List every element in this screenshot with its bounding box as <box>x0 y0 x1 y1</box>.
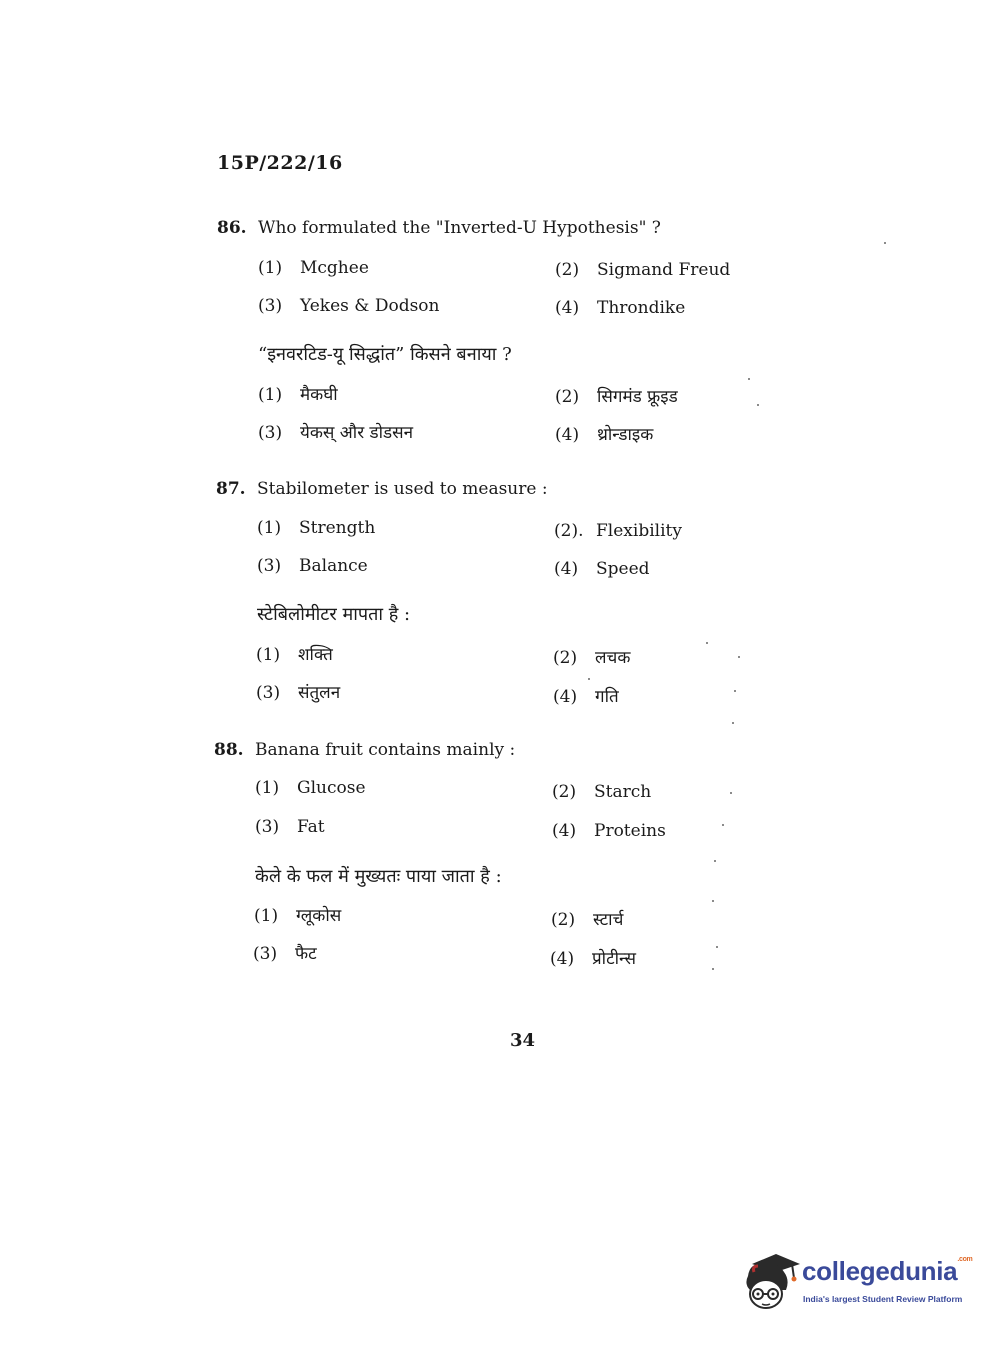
option-text: फैट <box>295 944 317 964</box>
logo-wordmark: collegedunia$^{.com}$ <box>802 1256 973 1286</box>
option-text: Proteins <box>594 821 666 841</box>
option-number: (2) <box>553 648 578 668</box>
option-text: Fat <box>297 817 325 837</box>
option-text: Yekes & Dodson <box>300 296 440 316</box>
option-2-hindi <box>555 384 678 407</box>
question-text-hindi: केले के फल में मुख्यतः पाया जाता है : <box>255 866 502 887</box>
option-text: लचक <box>595 648 631 668</box>
option-number: (2). <box>554 521 584 541</box>
option-text: Starch <box>594 782 652 802</box>
option-text: स्टार्च <box>593 910 624 930</box>
option-number: (3) <box>258 423 283 443</box>
option-1 <box>258 258 369 278</box>
option-2 <box>552 782 651 802</box>
option-number: (2) <box>555 260 580 280</box>
option-4-hindi <box>553 684 619 707</box>
logo-tagline: India's largest Student Review Platform <box>803 1294 963 1304</box>
option-number: (1) <box>256 645 281 665</box>
question-number: 87. <box>216 479 246 499</box>
option-1-hindi <box>254 903 341 926</box>
question-text-hindi: “इनवरटिड-यू सिद्धांत” किसने बनाया ? <box>258 344 512 365</box>
option-text: प्रोटीन्स <box>592 949 637 969</box>
option-number: (4) <box>550 949 575 969</box>
question-text: Banana fruit contains mainly : <box>255 740 516 760</box>
option-text: Throndike <box>597 298 686 318</box>
option-text: Glucose <box>297 778 366 798</box>
option-number: (3) <box>256 683 281 703</box>
option-number: (3) <box>257 556 282 576</box>
option-3-hindi <box>258 420 413 443</box>
mascot-icon <box>742 1250 802 1312</box>
option-text: थ्रोन्डाइक <box>597 425 654 445</box>
option-3 <box>255 817 325 837</box>
option-number: (2) <box>551 910 576 930</box>
option-text: Balance <box>299 556 368 576</box>
option-text: ग्लूकोस <box>296 906 342 926</box>
option-text: Mcghee <box>300 258 369 278</box>
option-number: (1) <box>257 518 282 538</box>
option-number: (4) <box>552 821 577 841</box>
option-number: (4) <box>554 559 579 579</box>
question-number: 86. <box>217 218 247 238</box>
paper-code: 15P/222/16 <box>217 152 343 174</box>
option-3-hindi <box>253 941 317 964</box>
logo-suffix: .com <box>957 1256 973 1263</box>
option-2 <box>554 521 682 541</box>
option-1-hindi <box>258 382 338 405</box>
option-number: (3) <box>255 817 280 837</box>
option-2-hindi <box>553 645 630 668</box>
option-number: (4) <box>555 425 580 445</box>
option-number: (3) <box>253 944 278 964</box>
option-text: शक्ति <box>298 645 333 665</box>
option-3 <box>258 296 440 316</box>
option-text: मैकघी <box>300 385 338 405</box>
option-4-hindi <box>555 422 653 445</box>
question-number: 88. <box>214 740 244 760</box>
option-1 <box>257 518 375 538</box>
option-number: (1) <box>255 778 280 798</box>
option-4 <box>552 821 666 841</box>
option-number: (1) <box>258 258 283 278</box>
question-text: Stabilometer is used to measure : <box>257 479 548 499</box>
page-number: 34 <box>510 1030 536 1051</box>
question-text: Who formulated the "Inverted-U Hypothesis" ? <box>258 218 661 238</box>
option-number: (4) <box>555 298 580 318</box>
option-3 <box>257 556 368 576</box>
option-text: येकस् और डोडसन <box>300 423 414 443</box>
option-text: गति <box>595 687 619 707</box>
question-text-hindi: स्टेबिलोमीटर मापता है : <box>257 604 411 625</box>
option-2-hindi <box>551 907 623 930</box>
option-text: Flexibility <box>596 521 682 541</box>
option-number: (4) <box>553 687 578 707</box>
collegedunia-logo[interactable] <box>742 1250 972 1316</box>
option-text: संतुलन <box>298 683 341 703</box>
option-text: Strength <box>299 518 376 538</box>
option-number: (2) <box>555 387 580 407</box>
option-number: (3) <box>258 296 283 316</box>
option-text: Speed <box>596 559 650 579</box>
option-number: (2) <box>552 782 577 802</box>
option-2 <box>555 260 730 280</box>
option-3-hindi <box>256 680 340 703</box>
option-1-hindi <box>256 642 333 665</box>
option-4 <box>554 559 650 579</box>
option-4 <box>555 298 685 318</box>
option-number: (1) <box>258 385 283 405</box>
option-1 <box>255 778 366 798</box>
option-4-hindi <box>550 946 636 969</box>
option-number: (1) <box>254 906 279 926</box>
option-text: Sigmand Freud <box>597 260 731 280</box>
option-text: सिगमंड फ्रूइड <box>597 387 678 407</box>
